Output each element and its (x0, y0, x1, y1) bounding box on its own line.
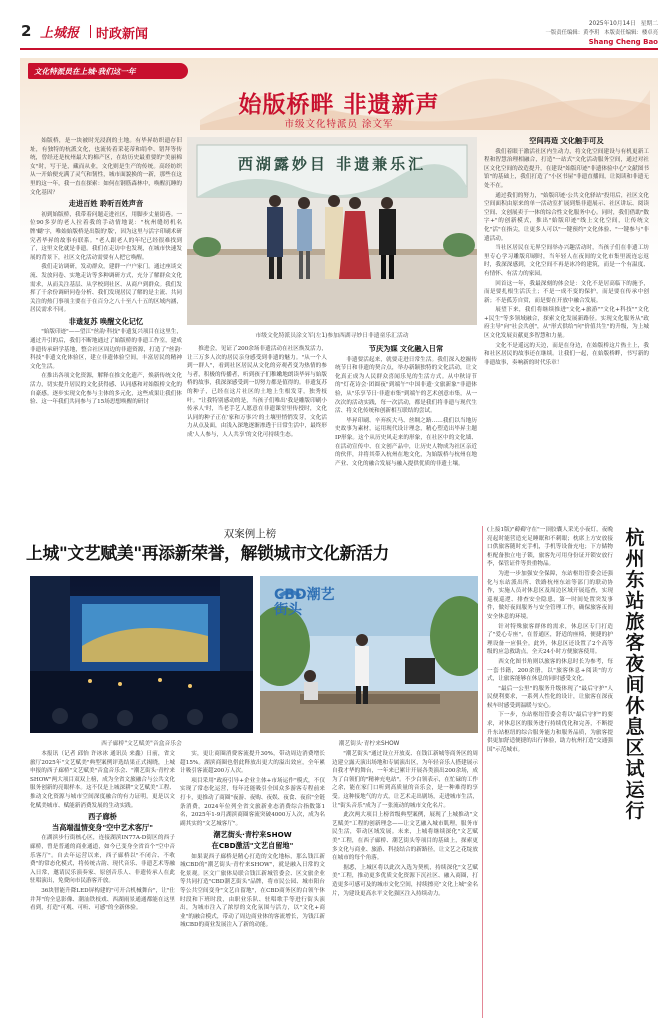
article2-col1-lead: 本报讯（记者 邱怡 许冰冰 通讯员 来鑫）日前，省文旅厅2025年"文艺赋美"典型案例评选结果正式揭晓，上城申报的西子廊桥"文艺赋美"音盒音乐会、"潮艺街头·青柠来SHOW"两大项目双双上榜，成为全省文旅融合与公共文化服务创新的亮眼样本。这不仅是上城深耕"文艺赋美"工程、推动文化资源与城市空间深度融合的有力证明，更是以文化赋美城市、赋能新消费发展的生动实践。 (30, 751, 175, 809)
header-date-block (548, 20, 658, 28)
article2-title: 上城"文艺赋美"再添新荣誉，解锁城市文化新活力 (26, 543, 389, 563)
article1-s1-text2: 我们走访调研，发动群众，建群一户户家门。通过座谈交流、发放问卷、实地走访等多种调研方式，充分了解群众文化需求，从而关注基层、从学校到社区、从商户到群众。我们发挥了千余份调研问卷分析、我们发现居民了解的是主流、共同关注的热门事项主要在于在百分之八十至八十五的区域内涵，居民需求不同。 (30, 264, 182, 314)
article2-col1 (30, 750, 175, 1018)
issue-date: 2025年10月14日 (588, 21, 636, 27)
header-divider (90, 25, 91, 38)
article1-photo-caption: 市级文化特派员涂文军(左1)参加西湖寻妙日非遗童乐汇活动 (255, 333, 409, 339)
first-editor: 一版责任编辑：黄李玥 (545, 30, 600, 36)
article2-col1-sub2: 当高端温情变身"空中艺术客厅" (52, 822, 153, 832)
page-editor: 本版责任编辑：楼卓亮 (604, 30, 658, 36)
article3-text6: 下一步，东站枢纽管委会将以"最后守护"的要求，对休息区的服务进行持续优化和完善，不断提升东站枢纽的综合服务能力和服务品质，为旅客提供更加舒适便捷的出行体验，助力杭州打造"交通强国"示范城市。 (487, 712, 613, 753)
column-banner-text: 文化特派员在上城·我们这一年 (34, 66, 136, 76)
issue-weekday: 星期二 (640, 21, 658, 27)
header-pinyin: Shang Cheng Bao (588, 38, 658, 46)
column-divider (482, 526, 483, 1018)
article2-col3 (332, 750, 478, 1018)
article3-text5: "最后一公里"的服务升级体现了"最后守护"人民便利要求，一系列人性化的设计，让旅客在深夜候车时感受到温暖与安心。 (487, 685, 613, 709)
article1-photo-banner-text: 西湖露妙目 非遗兼乐汇 (237, 155, 427, 173)
article1-s2-title: 非遗复苏 唤醒文化记忆 (68, 316, 144, 326)
article3-text2: 为进一步加强安全保障，东站枢纽管委会还强化与东站派出所、铁路杭州东站等部门的联动协作，实施人员对休息区及周边区域开展巡查，实现巡视巡逻、排查安全隐患，第一时间处置突发事件，做好夜间服务与安全管理工作，确保旅客夜间安全休息的环境。 (487, 570, 613, 620)
article3-body (487, 526, 613, 1018)
article1-intro: 始版桥，是一块被时光浸润的土地。有毕昇纺织遗存旧址，有独特的杭派文化，也流传着采花蒂和绢伞、错拜等传统，曾经还是杭州最大的棉产区，在纺历史最重要的"美丽棉女"时，写于是，藏而从业，文化则是生产的传统。高经纺织从一开始便充满了灵气和韧性，城市面貌换的一新，那些在这里的这一年，我一直在探索：如何在钢筋森林中，唤醒沉睡的文化基因？ (30, 138, 182, 196)
masthead (0, 0, 668, 52)
article1-s4-text2: 通过我们的努力，"始版印迹·公共文化驿站"投用后，社区文化空间面积由原来的单一活动室扩展到集非遗展示、社区讲坛、阅读空间、文创展卖于一体的综合性文化服务中心。同时，我们借助"数字+"的创新模式，推出"始版印迹"线上文化空间，让传统文化"活"在指尖，让更多人可以"一键预约"文化体验、"一键参与"非遗活动。 (484, 192, 649, 242)
article2-kicker: 双案例上榜 (223, 528, 277, 540)
article2-col2 (180, 750, 325, 1018)
article1-s4-title: 空间再造 文化触手可及 (529, 137, 604, 145)
header-editors (498, 29, 658, 37)
article3-text: (上接1版)"薅薅守在"一顶胶囊人采光小夜灯，夜晚亮起时能营造充足睡眠和不刺眼；枕席上方安放接口供旅客随时充手机，手机等设备充电；下方储物柜配备独立电子锁，旅客先可用身份证开锁安放行李，保管证件等贵重物品。 (487, 527, 613, 568)
article1-col2 (187, 345, 327, 510)
article1-s4-text6: 文化不是遥远的天边，而是在身边，在始版桥这片热土上，我和社区居民的故事还在继续。让我们一起，在始版桥畔，书写新的非遗故事，奏响新的时代乐章！ (484, 342, 649, 366)
article1-col1 (30, 137, 182, 512)
article2-photo1 (30, 576, 253, 733)
article1-s1-title: 走进百姓 聆听百姓声音 (68, 199, 144, 209)
article2-photo1-caption: 西子廊桥"文艺赋美"音盒音乐会 (101, 741, 182, 747)
article1-title: 始版桥畔 非遗新声 (238, 92, 440, 118)
article2-photo1-drawing (30, 576, 253, 733)
article1-s3-title: 节庆为媒 文化融入日常 (368, 345, 444, 353)
article2-col1-text2: 36块智能升降LED屏构建的"可开合机械舞台"，让"仕井拜"的全息影像、潮汕铁枝戏、西湖雨景通通都能在这里看到，打造"可观、可听、可感"的全新体验。 (30, 887, 175, 912)
article2-col1-sub: 西子廊桥 (88, 812, 117, 822)
article2-photo2-caption: 潮艺街头·青柠来SHOW (338, 741, 400, 747)
article2-col2-text-a: 实，更让商圈消费客流提升30%，带动周边消费增长超15%。湖滨商圈也借此释放出更大的溢出效应，全年累计吸引客流超200万人次。 (180, 751, 325, 775)
article2-col3-text-b: 此次两大项目上榜省级典型案例，展现了上城推动"文艺赋美"工程的创新理念——让文艺融入城市肌理，服务市民生活，带动区域发展。未来，上城将继续深化"文艺赋美"工程，在西子廊桥、潮艺街头等项目的基础上，探索更多文化与商业、旅游、科技结合的新路径，让文艺之花绽放在城市的每个角落。 (332, 812, 478, 862)
article2-col2-text-b: 项目采用"政府引导+企业主体+市场运作"模式，不仅实现了常态化运营，每年还能吸引全国众多游客专程前来打卡，更推动了商圈"夜游、夜购、夜娱、夜食、夜宿"全链条消费，2024年位列全省文旅新业态消费综合指数第1名，2025年1-9月湖滨商圈客流突破4000万人次，成为名副其实的"文艺城客厅"。 (180, 777, 325, 827)
article1-s3-text: 非遗要活起来，就要走进日常生活。我们深入挖掘传统节日和非遗的契合点，举办新颖独特的文化活动，让文化真正成为人民群众喜闻乐见的生活方式。从中秋诗节的"灯花诗会·团圆夜"到端午"中国非遗·文旅新象"非遗体验，从"乐享节日·非遗市集"到端午的艺术创意市集，从一次次的活动实践，每一次活动，都是我们将非遗与现代生活、将文化传统和创新相互联结的尝试。 (335, 356, 477, 415)
article1-photo (187, 137, 477, 325)
section-name: 时政新闻 (96, 27, 149, 42)
article2-photo2-sign (274, 588, 335, 618)
article2-col2-text: 如果说西子廊桥是精心打造的文化地标，那么钱江新城CBD的"潮艺街头·青柠来SHOW"，就是融入日常的文化景观。区文广旅体局联合钱江新城管委会、区文旅企业等共同打造"CBD潮艺街头"品牌，将市民公园、城市阳台等公共空间变身"文艺自留地"，在CBD商务区的白领午休时段和下班时段，由职业乐队、驻唱歌手等进行街头演出，为城市注入了浓厚的文化氛围与活力，以"文化+商业"的融合模式，带动了周边商业体的客流增长，为钱江新城CBD的商业发展注入了新的动能。 (180, 853, 325, 929)
article2-col3-text-c: 据悉，上城区将以此次入选为契机，持续深化"文艺赋美"工程，推动更多优质文化资源下沉社区、融入商圈，打造更多可感可及的城市文化空间，持续擦亮"文化上城"金名片，为建设更高水平文化强区注入持续动力。 (332, 864, 478, 897)
header-rule (20, 48, 658, 50)
article2-col3-text-a: "潮艺街头"通过设立开放麦、在钱江新城等商务区的周边建立露天演出场地和专属演出区，为年轻音乐人搭建展示自我才华的舞台，一年来已累计开展各类演出200余场，成为了白领们的"精神充电站"。不少白领表示，在忙碌的工作之余，能在家门口听到高质量的音乐会，是一种难得的享受。这种接地气的方式，让艺术走出剧场，走进城市生活，让"街头音乐"成为了一张流动的城市文化名片。 (332, 751, 478, 809)
article1-s4-text: 我们着眼于激活社区内生动力，将文化空间建设与有机更新工程和智慧治理相融合，打造"一站式"文化活动服务空间，通过对社区文化空间的改造提升，在建设"始版印迹"非遗体验中心"文献图书馆"的基础上，我们打造了"小区书屋"非遗直播间，让阅读和非遗无处不在。 (484, 148, 649, 189)
article2-col2-sub2: 在CBD激活"文艺自留地" (211, 840, 294, 850)
article3-text3: 针对特殊旅客群体的需求，休息区专门打造了"爱心专座"，在普通区，舒适的座椅，便捷的护理设备一应俱全。此外，休息区还设置了2个高等级的应急救助点，全天24小时方便旅客使用。 (487, 623, 613, 656)
article1-s2-text: "始版印迹"——望江"丝韵·科技"非遗复兴项目在这里生，通过升引的后，我们不断地通过了始版桥的非遗工作室，建成非遗传承研学基地，整合社区周边的非遗资源，打造了"丝韵·科技"非遗文化体验区，建立非遗体验空间，丰富居民的精神文化生活。 (30, 329, 182, 370)
article1-s4-text5: 展望下来，我们将继续推进"文化+旅游""文化+科技""文化+民生"等多领域融合，探索文化发展新路径。实现文化服务从"政府主导"向"社会共创"，从"形式供给"向"价值共生"的升级，为上城区文化发展贡献更多智慧和力量。 (484, 307, 649, 340)
article3-title: 杭州东站旅客夜间休息区试运行 (625, 527, 645, 822)
article1-s2-text2: 在推出各项文化资源，解释在推文化遗产，焕新传统文化活力，切实提升居民的文化获得感、认同感和对始版桥文化的自豪感。逐步实现文化参与主体的多元化，这些成果让我们体验、这一年我们共同参与了15场思想唤醒的研讨 (30, 373, 182, 406)
article2-photo2-sign-line2: 街头 (274, 602, 302, 618)
article1-s3-text2: 毕昇印刷、辛弃疾大马、丝绸之路……我们以当地历史故事为素材，运用现代设计理念，精心塑造出毕昇主题IP形象。这个从历史风走来的形象，在社区中的文化墙、在活动宣传中、在文创产品中，让历史人物成为社区亲近的伙伴，并将其带入杭州在地文化，为始版桥与杭州在地产业、文化的融合发展与融入提供优质的非遗土壤。 (335, 417, 477, 467)
article1-s1-text: 初到始版桥，我带着问题走进社区，用脚步丈量街巷。一位90多岁的老人拉着我的手动情地说："杭州缝纫机名牌'蝴'字，唯始始版桥是出版的'版'，因为这里与活字印刷术研究者毕昇的故事有联系。"老人跟老人的年纪已经很难找到了，这里文化就是非遗。我们在走访中也发现，在城市快速发展的背景下，社区文化活动需要有人把它唤醒。 (30, 211, 182, 261)
article1-s4-text4: 回首这一年，我最深刻的体会是：文化不是居高临下的施予，而是要扎根生活沃土；不是一成不变的保护，而是要在传承中创新；不是孤芳自赏，而是要在开放中融合发展。 (484, 280, 649, 304)
newspaper-logo: 上城报 (40, 26, 80, 41)
article2-photo2-sign-line1: CBD潮艺 (274, 587, 335, 603)
article2-col2-sub: 潮艺街头·青柠来SHOW (213, 830, 292, 840)
article2-col1-text: 在湖滨步行街核心区，连接湖滨IN77A-D街区的西子廊桥，曾是普通的商业通道，如今已变身全省首个"空中音乐客厅"。自去年运营以来，西子廊桥以"不闭合、不收费"的常态化模式，将传统古韵、现代音乐、非遗艺术等融入日常，邀请民乐演奏家、原创音乐人、非遗传承人在此驻唱演出，免费向市民游客开放。 (30, 835, 175, 885)
article3-text4: 西文化图书角则以旅客的休息时长为参考，每一套书籍，200余册，以"旅客休息+阅读"的方式，让旅客能够在休息的同时感受文化。 (487, 658, 613, 683)
article1-col3-text: 推进会，见证了200余场非遗活动在社区焕发活力，让三万多人次的居民亲身感受到非遗的魅力。"从一个人到一群人"，看到社区居民从文化的旁观者变为热情的参与者，积极的传播者，听到孩子们稚嫩地朗读毕昇与始版桥的故事，我深深感受到一切努力都是值得的。非遗复苏的种子，已经在这片社区的土地上生根发芽，独秀枝叶。"让我特别感动的是，当孩子们唯出'我是雕版印刷小传承人'时，当老手艺人愿意在非遗课堂里传授时，文化认同的种子正在'家和万事兴'的土壤里悄悄发芽，文化活力从点及面，由浅入深地逐渐渗透于日常生活中，最终形成'人人参与，人人共享'的文化可持续生态。 (187, 346, 327, 438)
article2-photo2 (260, 576, 478, 733)
column-banner (28, 63, 188, 79)
article1-s4-text3: 当社区居民在无界空间举办兴趣活动时，当孩子们在非遗工坊里专心学习雕版印刷时，当年轻人在夜间的文化市集里流连忘返时，我深深感到，文化空间不再是冰冷的建筑，而是一个有温度、有情怀、有活力的家园。 (484, 245, 649, 277)
page-number: 2 (21, 22, 32, 40)
article1-byline: 市级文化特派员 涂文军 (284, 119, 394, 130)
article1-col3 (335, 345, 477, 510)
article1-col4 (484, 137, 649, 512)
